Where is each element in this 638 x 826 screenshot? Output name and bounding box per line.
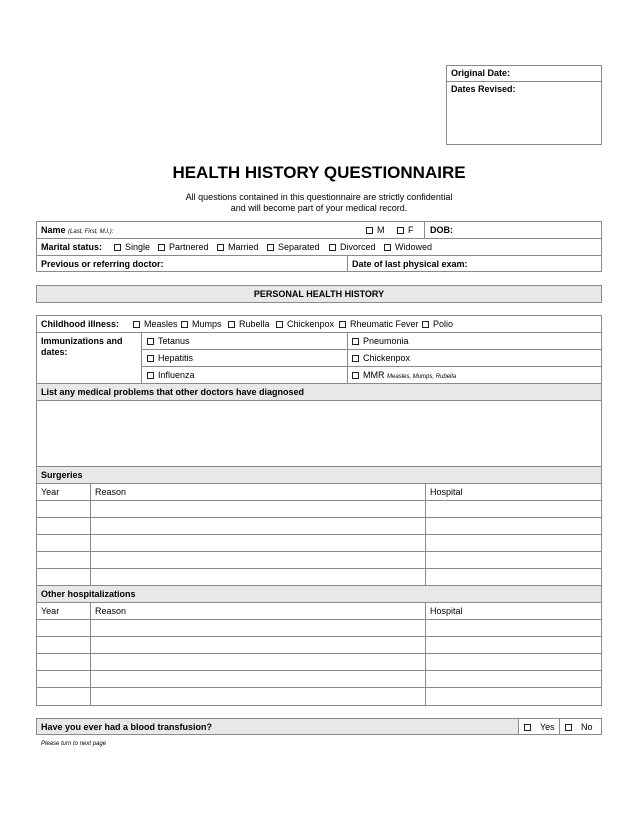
referring-doctor-label: Previous or referring doctor:: [41, 259, 164, 269]
childhood-option-rheumatic-fever[interactable]: Rheumatic Fever: [339, 319, 419, 329]
childhood-option-mumps[interactable]: Mumps: [181, 319, 222, 329]
checkbox-icon: [352, 355, 359, 362]
surgeries-title: Surgeries: [41, 470, 83, 480]
checkbox-icon: [524, 724, 531, 731]
marital-option-widowed[interactable]: Widowed: [384, 242, 432, 252]
immunization-option-chickenpox[interactable]: Chickenpox: [352, 353, 410, 363]
checkbox-icon: [366, 227, 373, 234]
medical-problems-label: List any medical problems that other doctors have diagnosed: [41, 387, 305, 397]
transfusion-question: Have you ever had a blood transfusion?: [41, 722, 213, 732]
page-title: HEALTH HISTORY QUESTIONNAIRE: [172, 163, 466, 182]
marital-option-partnered[interactable]: Partnered: [158, 242, 209, 252]
checkbox-icon: [276, 321, 283, 328]
name-field[interactable]: [41, 225, 113, 235]
marital-option-married[interactable]: Married: [217, 242, 259, 252]
checkbox-icon: [352, 372, 359, 379]
checkbox-icon: [217, 244, 224, 251]
sex-f-checkbox[interactable]: F: [397, 225, 414, 235]
hospitalizations-col-hospital: Hospital: [430, 606, 463, 616]
checkbox-icon: [133, 321, 140, 328]
marital-status-label: Marital status:: [41, 242, 103, 252]
name-label: Name: [41, 225, 66, 235]
checkbox-icon: [228, 321, 235, 328]
dob-label: DOB:: [430, 225, 453, 235]
surgeries-col-hospital: Hospital: [430, 487, 463, 497]
immunization-option-hepatitis[interactable]: Hepatitis: [147, 353, 193, 363]
immunizations-label-line-2: dates:: [41, 347, 68, 357]
checkbox-icon: [384, 244, 391, 251]
marital-option-separated[interactable]: Separated: [267, 242, 320, 252]
last-physical-label: Date of last physical exam:: [352, 259, 468, 269]
transfusion-yes-checkbox[interactable]: Yes: [524, 722, 555, 732]
original-date-label: Original Date:: [451, 68, 511, 78]
name-hint: (Last, First, M.I.):: [68, 229, 114, 235]
confidential-note-line-2: and will become part of your medical record.: [230, 203, 408, 213]
childhood-option-rubella[interactable]: Rubella: [228, 319, 270, 329]
dates-revised-label: Dates Revised:: [451, 84, 516, 94]
childhood-option-chickenpox[interactable]: Chickenpox: [276, 319, 334, 329]
hospitalizations-entry-rows[interactable]: [37, 620, 601, 705]
hospitalizations-title: Other hospitalizations: [41, 589, 136, 599]
surgeries-entry-rows[interactable]: [37, 501, 601, 585]
checkbox-icon: [181, 321, 188, 328]
immunizations-label-line-1: Immunizations and: [41, 336, 123, 346]
checkbox-icon: [147, 372, 154, 379]
immunization-option-tetanus[interactable]: Tetanus: [147, 336, 190, 346]
transfusion-no-checkbox[interactable]: No: [565, 722, 593, 732]
immunization-option-influenza[interactable]: Influenza: [147, 370, 195, 380]
checkbox-icon: [147, 355, 154, 362]
checkbox-icon: [147, 338, 154, 345]
sex-m-checkbox[interactable]: M: [366, 225, 385, 235]
personal-history-title: PERSONAL HEALTH HISTORY: [253, 289, 385, 299]
turn-page-note: Please turn to next page: [41, 741, 107, 747]
childhood-option-polio[interactable]: Polio: [422, 319, 453, 329]
childhood-illness-label: Childhood illness:: [41, 319, 119, 329]
confidential-note-line-1: All questions contained in this questionnaire are strictly confidential: [185, 192, 453, 202]
checkbox-icon: [267, 244, 274, 251]
immunization-option-mmr[interactable]: MMR Measles, Mumps, Rubella: [352, 370, 456, 380]
hospitalizations-col-year: Year: [41, 606, 60, 616]
checkbox-icon: [422, 321, 429, 328]
checkbox-icon: [339, 321, 346, 328]
checkbox-icon: [158, 244, 165, 251]
immunization-option-pneumonia[interactable]: Pneumonia: [352, 336, 409, 346]
checkbox-icon: [565, 724, 572, 731]
marital-option-divorced[interactable]: Divorced: [329, 242, 376, 252]
surgeries-col-year: Year: [41, 487, 60, 497]
checkbox-icon: [114, 244, 121, 251]
surgeries-col-reason: Reason: [95, 487, 127, 497]
checkbox-icon: [397, 227, 404, 234]
medical-problems-area[interactable]: [37, 401, 601, 466]
hospitalizations-col-reason: Reason: [95, 606, 127, 616]
checkbox-icon: [329, 244, 336, 251]
mmr-hint: Measles, Mumps, Rubella: [387, 374, 457, 380]
checkbox-icon: [352, 338, 359, 345]
marital-option-single[interactable]: Single: [114, 242, 150, 252]
childhood-option-measles[interactable]: Measles: [133, 319, 178, 329]
